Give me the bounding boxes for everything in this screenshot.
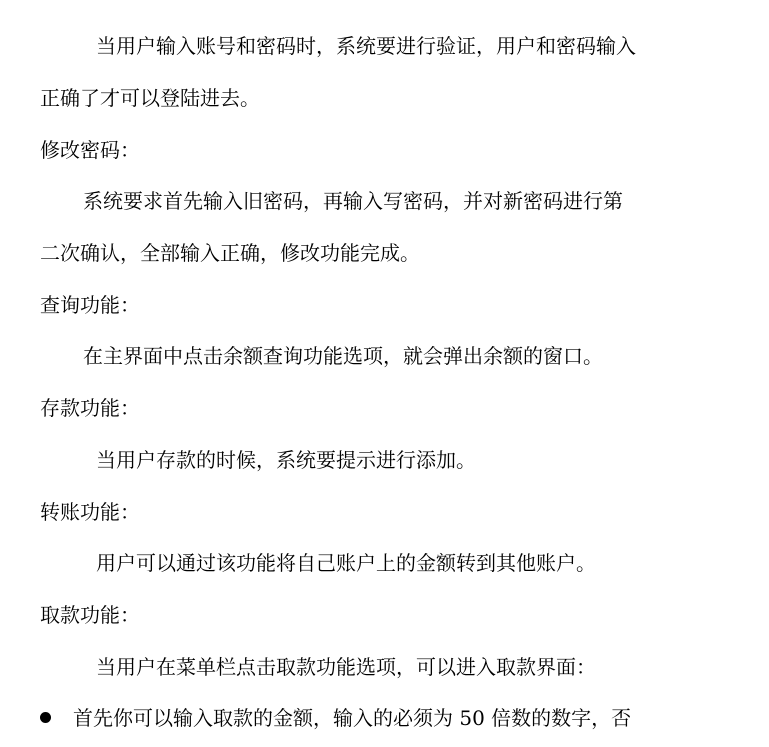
heading-deposit: 存款功能： [40,396,140,420]
paragraph-transfer: 用户可以通过该功能将自己账户上的金额转到其他账户。 [96,551,596,575]
paragraph-withdraw: 当用户在菜单栏点击取款功能选项，可以进入取款界面： [96,655,596,679]
paragraph-login-validation-line-2: 正确了才可以登陆进去。 [40,86,260,110]
heading-withdraw: 取款功能： [40,603,140,627]
paragraph-change-password-line-2: 二次确认，全部输入正确，修改功能完成。 [40,241,420,265]
paragraph-login-validation-line-1: 当用户输入账号和密码时，系统要进行验证，用户和密码输入 [96,34,636,58]
heading-query: 查询功能： [40,293,140,317]
paragraph-query: 在主界面中点击余额查询功能选项，就会弹出余额的窗口。 [83,344,603,368]
heading-transfer: 转账功能： [40,500,140,524]
bullet-list-item [40,705,631,731]
bullet-item-text: 首先你可以输入取款的金额，输入的必须为 50 倍数的数字，否 [73,706,632,730]
heading-change-password: 修改密码： [40,138,140,162]
paragraph-change-password-line-1: 系统要求首先输入旧密码，再输入写密码，并对新密码进行第 [83,189,623,213]
paragraph-deposit: 当用户存款的时候，系统要提示进行添加。 [96,448,476,472]
bullet-dot-icon [40,712,51,723]
